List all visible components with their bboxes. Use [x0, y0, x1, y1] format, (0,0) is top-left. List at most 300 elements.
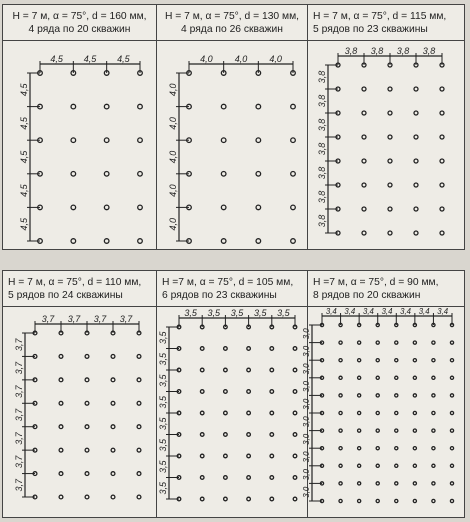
- borehole-marker: [362, 135, 366, 139]
- borehole-marker: [137, 495, 141, 499]
- borehole-marker: [358, 499, 361, 502]
- borehole-marker: [224, 497, 228, 501]
- x-spacing-label: 3,4: [381, 307, 393, 316]
- panel-d115: [308, 5, 464, 249]
- y-spacing-label: 3,5: [158, 395, 168, 409]
- y-spacing-label: 3,0: [302, 486, 311, 498]
- x-spacing-label: 3,5: [207, 308, 221, 318]
- borehole-marker: [224, 476, 228, 480]
- y-spacing-label: 3,7: [14, 455, 24, 469]
- borehole-marker: [339, 411, 342, 414]
- borehole-marker: [388, 111, 392, 115]
- drill-pattern-plot: [302, 307, 464, 517]
- borehole-marker: [270, 411, 274, 415]
- borehole-marker: [358, 482, 361, 485]
- borehole-marker: [388, 183, 392, 187]
- borehole-marker: [200, 433, 204, 437]
- borehole-marker: [339, 429, 342, 432]
- y-spacing-label: 3,5: [158, 331, 168, 345]
- borehole-marker: [413, 341, 416, 344]
- y-spacing-label: 3,8: [317, 70, 327, 84]
- borehole-marker: [358, 464, 361, 467]
- borehole-marker: [256, 104, 261, 109]
- x-spacing-label: 4,5: [83, 54, 97, 64]
- borehole-marker: [362, 207, 366, 211]
- y-spacing-label: 4,5: [19, 83, 29, 97]
- borehole-marker: [376, 359, 379, 362]
- borehole-marker: [293, 476, 297, 480]
- panel-header-line2: 5 рядов по 24 скважины: [8, 290, 123, 301]
- borehole-marker: [221, 239, 226, 244]
- y-spacing-label: 3,7: [14, 479, 24, 492]
- y-spacing-label: 4,5: [19, 217, 29, 231]
- pattern-svg: [157, 41, 308, 249]
- panel-header: [3, 5, 156, 41]
- borehole-marker: [200, 368, 204, 372]
- y-spacing-label: 3,8: [317, 214, 327, 228]
- borehole-marker: [395, 394, 398, 397]
- borehole-marker: [221, 172, 226, 177]
- y-spacing-label: 3,8: [317, 166, 327, 180]
- borehole-marker: [59, 355, 63, 359]
- borehole-marker: [339, 376, 342, 379]
- pattern-svg: [3, 41, 157, 249]
- borehole-marker: [270, 368, 274, 372]
- borehole-marker: [85, 495, 89, 499]
- borehole-marker: [293, 390, 297, 394]
- borehole-marker: [358, 411, 361, 414]
- x-spacing-label: 3,5: [230, 308, 244, 318]
- borehole-marker: [104, 205, 109, 210]
- borehole-marker: [413, 359, 416, 362]
- borehole-marker: [450, 464, 453, 467]
- x-spacing-label: 3,4: [437, 307, 449, 316]
- x-spacing-label: 4,0: [269, 54, 282, 64]
- borehole-marker: [450, 411, 453, 414]
- pattern-svg: [302, 307, 464, 517]
- borehole-marker: [104, 104, 109, 109]
- panel-d160: [3, 5, 157, 249]
- panel-header-line2: 5 рядов по 23 скважины: [313, 24, 428, 35]
- borehole-marker: [71, 104, 76, 109]
- drill-pattern-plot: [3, 307, 156, 517]
- borehole-marker: [270, 390, 274, 394]
- borehole-marker: [85, 355, 89, 359]
- borehole-marker: [247, 497, 251, 501]
- borehole-marker: [137, 448, 141, 452]
- borehole-marker: [395, 447, 398, 450]
- x-spacing-label: 3,5: [253, 308, 267, 318]
- y-spacing-label: 3,0: [302, 416, 311, 428]
- borehole-marker: [395, 429, 398, 432]
- borehole-marker: [291, 205, 296, 210]
- borehole-marker: [413, 394, 416, 397]
- borehole-marker: [358, 394, 361, 397]
- borehole-marker: [137, 355, 141, 359]
- borehole-marker: [291, 239, 296, 244]
- borehole-marker: [293, 411, 297, 415]
- borehole-marker: [339, 341, 342, 344]
- borehole-marker: [104, 138, 109, 143]
- borehole-marker: [224, 347, 228, 351]
- borehole-marker: [270, 433, 274, 437]
- borehole-marker: [388, 159, 392, 163]
- borehole-marker: [432, 341, 435, 344]
- borehole-marker: [138, 205, 143, 210]
- y-spacing-label: 3,7: [14, 385, 24, 398]
- borehole-marker: [224, 433, 228, 437]
- borehole-marker: [388, 135, 392, 139]
- borehole-marker: [247, 390, 251, 394]
- borehole-marker: [450, 359, 453, 362]
- borehole-marker: [414, 159, 418, 163]
- panel-header: [157, 5, 307, 41]
- borehole-marker: [440, 87, 444, 91]
- panel-header-line1: H = 7 м, α = 75°, d = 160 мм,: [12, 11, 147, 22]
- borehole-marker: [414, 135, 418, 139]
- borehole-marker: [413, 429, 416, 432]
- borehole-marker: [450, 447, 453, 450]
- x-spacing-label: 3,4: [344, 307, 356, 316]
- borehole-marker: [362, 183, 366, 187]
- borehole-marker: [440, 183, 444, 187]
- borehole-marker: [395, 376, 398, 379]
- x-spacing-label: 4,0: [234, 54, 248, 64]
- panel-d90: [302, 271, 464, 517]
- borehole-marker: [414, 111, 418, 115]
- y-spacing-label: 4,5: [19, 150, 29, 164]
- borehole-marker: [137, 401, 141, 405]
- drill-pattern-plot: [157, 307, 307, 517]
- borehole-marker: [221, 104, 226, 109]
- borehole-marker: [138, 172, 143, 177]
- borehole-marker: [85, 378, 89, 382]
- borehole-marker: [358, 341, 361, 344]
- borehole-marker: [200, 454, 204, 458]
- x-spacing-label: 3,4: [325, 307, 337, 316]
- x-spacing-label: 3,5: [184, 308, 197, 318]
- borehole-marker: [111, 448, 115, 452]
- y-spacing-label: 4,0: [168, 83, 178, 97]
- borehole-marker: [256, 172, 261, 177]
- x-spacing-label: 3,4: [363, 307, 374, 316]
- pattern-svg: [157, 307, 308, 517]
- borehole-marker: [111, 378, 115, 382]
- borehole-marker: [395, 359, 398, 362]
- borehole-marker: [376, 376, 379, 379]
- panel-header-line2: 8 рядов по 20 скважин: [313, 290, 421, 301]
- borehole-marker: [395, 499, 398, 502]
- borehole-marker: [200, 411, 204, 415]
- borehole-marker: [200, 347, 204, 351]
- panel-header-line1: H = 7 м, α = 75°, d = 110 мм,: [8, 277, 142, 288]
- borehole-marker: [388, 87, 392, 91]
- borehole-marker: [376, 341, 379, 344]
- borehole-marker: [432, 499, 435, 502]
- borehole-marker: [293, 497, 297, 501]
- borehole-marker: [358, 429, 361, 432]
- borehole-marker: [395, 341, 398, 344]
- x-spacing-label: 3,8: [396, 46, 410, 56]
- borehole-marker: [450, 482, 453, 485]
- y-spacing-label: 3,7: [14, 361, 24, 375]
- y-spacing-label: 3,0: [302, 363, 311, 375]
- borehole-marker: [71, 205, 76, 210]
- panel-header: [3, 271, 156, 307]
- y-spacing-label: 3,8: [317, 190, 327, 204]
- borehole-marker: [59, 495, 63, 499]
- y-spacing-label: 3,0: [302, 451, 311, 463]
- borehole-marker: [339, 359, 342, 362]
- borehole-marker: [376, 499, 379, 502]
- borehole-marker: [85, 472, 89, 476]
- borehole-marker: [450, 394, 453, 397]
- x-spacing-label: 3,8: [344, 46, 358, 56]
- borehole-marker: [450, 341, 453, 344]
- borehole-marker: [432, 359, 435, 362]
- panel-header-line2: 6 рядов по 23 скважины: [162, 290, 277, 301]
- panel-header: [308, 271, 464, 307]
- x-spacing-label: 4,5: [117, 54, 130, 64]
- borehole-marker: [440, 231, 444, 235]
- pattern-svg: [308, 41, 464, 249]
- y-spacing-label: 3,5: [158, 417, 168, 431]
- borehole-marker: [71, 138, 76, 143]
- borehole-marker: [111, 495, 115, 499]
- borehole-marker: [256, 138, 261, 143]
- y-spacing-label: 3,8: [317, 142, 327, 156]
- x-spacing-label: 4,0: [200, 54, 213, 64]
- borehole-marker: [138, 138, 143, 143]
- borehole-marker: [440, 111, 444, 115]
- borehole-marker: [256, 205, 261, 210]
- borehole-marker: [432, 411, 435, 414]
- borehole-marker: [440, 159, 444, 163]
- borehole-marker: [221, 205, 226, 210]
- y-spacing-label: 3,0: [302, 328, 311, 340]
- borehole-marker: [388, 231, 392, 235]
- borehole-marker: [362, 231, 366, 235]
- borehole-marker: [247, 454, 251, 458]
- y-spacing-label: 3,0: [302, 381, 311, 393]
- borehole-marker: [362, 159, 366, 163]
- borehole-marker: [362, 87, 366, 91]
- borehole-marker: [432, 464, 435, 467]
- panel-d105: [157, 271, 308, 517]
- borehole-marker: [293, 433, 297, 437]
- borehole-marker: [413, 376, 416, 379]
- borehole-marker: [270, 497, 274, 501]
- y-spacing-label: 4,5: [19, 184, 29, 197]
- borehole-marker: [413, 464, 416, 467]
- borehole-marker: [221, 138, 226, 143]
- y-spacing-label: 3,0: [302, 345, 311, 357]
- borehole-marker: [270, 454, 274, 458]
- borehole-marker: [137, 378, 141, 382]
- borehole-marker: [293, 454, 297, 458]
- borehole-marker: [432, 429, 435, 432]
- x-spacing-label: 3,8: [370, 46, 384, 56]
- x-spacing-label: 3,7: [93, 314, 107, 324]
- borehole-marker: [339, 464, 342, 467]
- panel-header: [157, 271, 307, 307]
- borehole-marker: [71, 172, 76, 177]
- borehole-marker: [200, 390, 204, 394]
- borehole-marker: [358, 447, 361, 450]
- borehole-marker: [376, 394, 379, 397]
- borehole-marker: [138, 104, 143, 109]
- borehole-marker: [362, 111, 366, 115]
- x-spacing-label: 4,5: [50, 54, 63, 64]
- borehole-marker: [247, 411, 251, 415]
- borehole-marker: [247, 368, 251, 372]
- panel-header: [308, 5, 464, 41]
- borehole-marker: [71, 239, 76, 244]
- x-spacing-label: 3,8: [422, 46, 436, 56]
- bottom-panel-group: [2, 270, 465, 518]
- borehole-marker: [450, 376, 453, 379]
- borehole-marker: [440, 135, 444, 139]
- borehole-marker: [270, 347, 274, 351]
- borehole-marker: [59, 378, 63, 382]
- borehole-marker: [414, 207, 418, 211]
- y-spacing-label: 4,5: [19, 117, 29, 130]
- borehole-marker: [104, 172, 109, 177]
- borehole-marker: [376, 482, 379, 485]
- borehole-marker: [247, 433, 251, 437]
- borehole-marker: [137, 425, 141, 429]
- borehole-marker: [414, 231, 418, 235]
- drill-pattern-plot: [3, 41, 156, 249]
- borehole-marker: [388, 207, 392, 211]
- pattern-svg: [3, 307, 157, 517]
- y-spacing-label: 3,7: [14, 338, 24, 351]
- borehole-marker: [291, 138, 296, 143]
- borehole-marker: [432, 447, 435, 450]
- borehole-marker: [358, 359, 361, 362]
- borehole-marker: [414, 87, 418, 91]
- borehole-marker: [111, 425, 115, 429]
- borehole-marker: [224, 454, 228, 458]
- borehole-marker: [224, 368, 228, 372]
- borehole-marker: [358, 376, 361, 379]
- borehole-marker: [450, 499, 453, 502]
- borehole-marker: [85, 401, 89, 405]
- borehole-marker: [413, 482, 416, 485]
- panel-header-line2: 4 ряда по 26 скважин: [181, 24, 283, 35]
- borehole-marker: [59, 448, 63, 452]
- borehole-marker: [137, 472, 141, 476]
- y-spacing-label: 3,5: [158, 352, 168, 366]
- borehole-marker: [104, 239, 109, 244]
- y-spacing-label: 3,5: [158, 460, 168, 474]
- borehole-marker: [293, 347, 297, 351]
- drill-pattern-plot: [157, 41, 307, 249]
- x-spacing-label: 3,7: [119, 314, 133, 324]
- borehole-marker: [59, 425, 63, 429]
- borehole-marker: [440, 207, 444, 211]
- x-spacing-label: 3,4: [418, 307, 430, 316]
- borehole-marker: [59, 472, 63, 476]
- borehole-marker: [85, 448, 89, 452]
- borehole-marker: [59, 401, 63, 405]
- top-panel-group: [2, 4, 465, 250]
- borehole-marker: [413, 499, 416, 502]
- y-spacing-label: 3,7: [14, 432, 24, 445]
- borehole-marker: [432, 394, 435, 397]
- y-spacing-label: 3,5: [158, 438, 168, 452]
- y-spacing-label: 3,8: [317, 94, 327, 108]
- borehole-marker: [414, 183, 418, 187]
- panel-d110: [3, 271, 157, 517]
- borehole-marker: [432, 482, 435, 485]
- borehole-marker: [200, 476, 204, 480]
- borehole-marker: [200, 497, 204, 501]
- borehole-marker: [376, 411, 379, 414]
- borehole-marker: [247, 476, 251, 480]
- panel-header-line1: H =7 м, α = 75°, d = 105 мм,: [162, 277, 294, 288]
- borehole-marker: [111, 401, 115, 405]
- borehole-marker: [432, 376, 435, 379]
- borehole-marker: [339, 499, 342, 502]
- borehole-marker: [111, 472, 115, 476]
- y-spacing-label: 3,0: [302, 469, 311, 481]
- y-spacing-label: 4,0: [168, 217, 178, 231]
- borehole-marker: [395, 482, 398, 485]
- panel-header-line1: H =7 м, α = 75°, d = 90 мм,: [313, 277, 439, 288]
- borehole-marker: [138, 239, 143, 244]
- x-spacing-label: 3,4: [400, 307, 411, 316]
- borehole-marker: [339, 482, 342, 485]
- borehole-marker: [85, 425, 89, 429]
- borehole-marker: [450, 429, 453, 432]
- borehole-marker: [376, 429, 379, 432]
- y-spacing-label: 4,0: [168, 184, 178, 197]
- borehole-marker: [339, 447, 342, 450]
- borehole-marker: [339, 394, 342, 397]
- borehole-marker: [395, 411, 398, 414]
- drill-pattern-plot: [308, 41, 464, 249]
- borehole-marker: [270, 476, 274, 480]
- y-spacing-label: 4,0: [168, 117, 178, 130]
- borehole-marker: [256, 239, 261, 244]
- borehole-marker: [395, 464, 398, 467]
- borehole-marker: [413, 447, 416, 450]
- panel-d130: [157, 5, 308, 249]
- x-spacing-label: 3,5: [277, 308, 290, 318]
- y-spacing-label: 4,0: [168, 150, 178, 164]
- y-spacing-label: 3,5: [158, 374, 168, 388]
- borehole-marker: [413, 411, 416, 414]
- borehole-marker: [291, 104, 296, 109]
- borehole-marker: [291, 172, 296, 177]
- panel-header-line1: H = 7 м, α = 75°, d = 130 мм,: [164, 11, 300, 22]
- panel-header-line2: 4 ряда по 20 скважин: [28, 24, 131, 35]
- borehole-marker: [111, 355, 115, 359]
- x-spacing-label: 3,7: [41, 314, 55, 324]
- borehole-marker: [224, 411, 228, 415]
- borehole-marker: [224, 390, 228, 394]
- x-spacing-label: 3,7: [67, 314, 81, 324]
- panel-header-line1: H = 7 м, α = 75°, d = 115 мм,: [313, 11, 447, 22]
- y-spacing-label: 3,0: [302, 398, 311, 410]
- borehole-marker: [376, 464, 379, 467]
- borehole-marker: [247, 347, 251, 351]
- y-spacing-label: 3,5: [158, 481, 168, 495]
- borehole-marker: [376, 447, 379, 450]
- y-spacing-label: 3,8: [317, 118, 327, 132]
- borehole-marker: [293, 368, 297, 372]
